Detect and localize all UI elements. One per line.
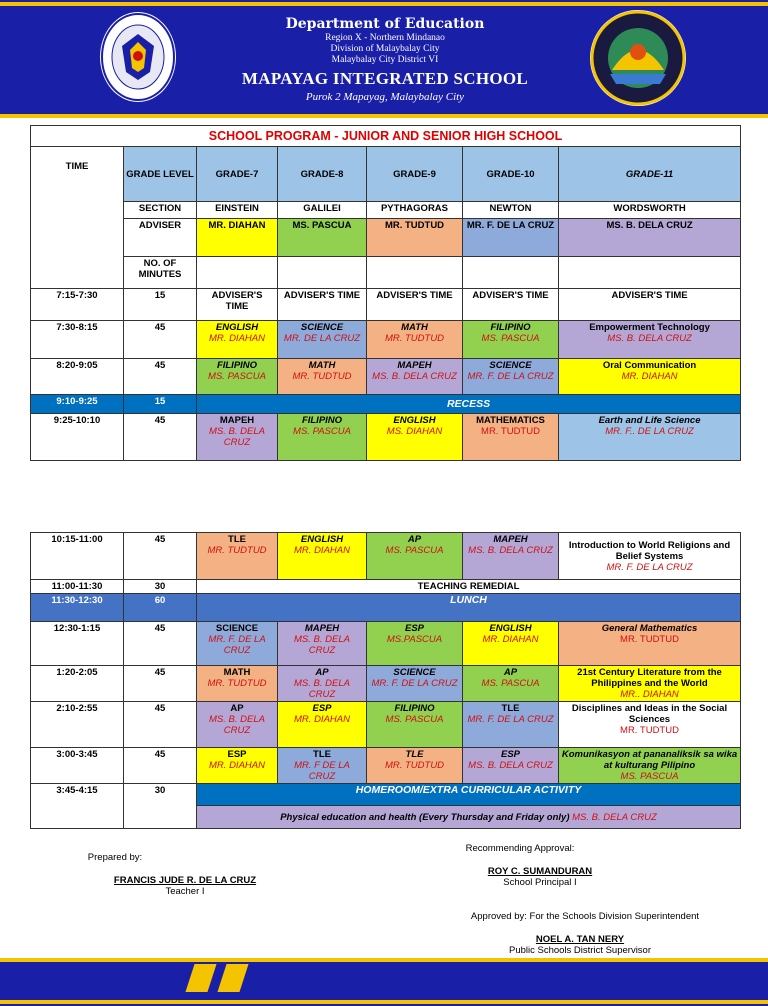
class-cell — [367, 533, 463, 580]
minutes-cell: 45 — [124, 414, 197, 461]
prepared-name: FRANCIS JUDE R. DE LA CRUZ — [113, 875, 257, 886]
recommending-signature — [460, 866, 620, 888]
table-row — [31, 748, 741, 784]
teacher: MS. PASCUA — [385, 714, 444, 725]
division: Division of Malaybalay City — [330, 44, 440, 54]
class-cell — [463, 748, 559, 784]
deped-seal-icon — [100, 12, 176, 102]
subject: 21st Century Literature from the Philippines and the World — [577, 667, 722, 689]
class-cell — [559, 321, 741, 359]
teacher: MS. DIAHAN — [386, 426, 443, 437]
subject: MATHEMATICS — [476, 415, 545, 426]
teacher: MR. DIAHAN — [294, 545, 350, 556]
time-cell: 3:45-4:15 — [31, 784, 124, 829]
class-cell — [278, 748, 367, 784]
class-cell — [367, 359, 463, 395]
subject: TLE — [405, 749, 424, 760]
teacher: MR. TUDTUD — [620, 634, 679, 645]
subject: AP — [315, 667, 329, 678]
subject: SCIENCE — [489, 360, 532, 371]
class-cell — [278, 321, 367, 359]
footer-accent-stripe — [185, 964, 216, 992]
time-cell: 7:15-7:30 — [31, 289, 124, 321]
class-cell — [463, 533, 559, 580]
recommending-name: ROY C. SUMANDURAN — [487, 866, 593, 877]
class-cell — [197, 321, 278, 359]
time-cell: 9:25-10:10 — [31, 414, 124, 461]
district: Malaybalay City District VI — [331, 55, 439, 65]
subject: TLE — [313, 749, 331, 760]
class-cell — [278, 702, 367, 748]
subject: AP — [407, 534, 422, 545]
teacher: MR. DIAHAN — [621, 371, 678, 382]
table-row — [31, 594, 741, 622]
time-cell: 10:15-11:00 — [31, 533, 124, 580]
teacher: MR. F. DE LA CRUZ — [606, 561, 693, 573]
approved-signature — [480, 934, 680, 956]
section-grade-9: PYTHAGORAS — [367, 202, 463, 219]
time-cell: 8:20-9:05 — [31, 359, 124, 395]
teacher: MS. B. DELA CRUZ — [372, 371, 457, 382]
recommending-title: School Principal I — [503, 877, 577, 888]
teacher: MR. DIAHAN — [294, 714, 350, 725]
school-name: MAPAYAG INTEGRATED SCHOOL — [241, 69, 529, 88]
teacher: MR. TUDTUD — [207, 678, 267, 689]
grade-7-header: GRADE-7 — [197, 147, 278, 202]
lunch-band: LUNCH — [197, 594, 741, 622]
minutes-cell: 15 — [124, 395, 197, 414]
footer-accent-stripe — [217, 964, 248, 992]
class-cell — [367, 702, 463, 748]
section-grade-10: NEWTON — [463, 202, 559, 219]
minutes-cell: 45 — [124, 321, 197, 359]
table-row — [31, 622, 741, 666]
subject: AP — [230, 703, 244, 714]
schedule-table-morning — [30, 125, 741, 461]
teacher: MR. F. DE LA CRUZ — [467, 714, 554, 725]
minutes-cell: 45 — [124, 622, 197, 666]
time-cell: 11:30-12:30 — [31, 594, 124, 622]
adviser-grade-8: MS. PASCUA — [278, 219, 367, 257]
class-cell — [367, 414, 463, 461]
subject-cell: ADVISER'S TIME — [463, 289, 559, 321]
recess-band: RECESS — [197, 395, 741, 414]
teacher: MS. B. DELA CRUZ — [294, 634, 350, 656]
subject: SCIENCE — [393, 667, 436, 678]
letterhead — [0, 0, 768, 118]
subject: MAPEH — [493, 534, 528, 545]
class-cell — [197, 702, 278, 748]
section-grade-8: GALILEI — [278, 202, 367, 219]
teacher: MS. PASCUA — [620, 771, 679, 782]
teacher: MS. B. DELA CRUZ — [209, 426, 265, 448]
minutes-cell: 45 — [124, 666, 197, 702]
subject: Komunikasyon at pananaliksik sa wika at kulturang Pilipino — [561, 749, 738, 771]
time-cell: 7:30-8:15 — [31, 321, 124, 359]
remedial-band: TEACHING REMEDIAL — [197, 580, 741, 594]
grade-level-header: GRADE LEVEL — [124, 147, 197, 202]
teacher: MS. PASCUA — [481, 333, 540, 344]
minutes-cell: 30 — [124, 580, 197, 594]
minutes-cell: 45 — [124, 533, 197, 580]
teacher: MS. PASCUA — [293, 426, 351, 437]
teacher: MS. B. DELA CRUZ — [607, 333, 692, 344]
subject: MAPEH — [219, 415, 255, 426]
gold-stripe-bottom — [0, 114, 768, 118]
class-cell — [197, 533, 278, 580]
time-cell: 12:30-1:15 — [31, 622, 124, 666]
teacher: MS. PASCUA — [385, 545, 444, 556]
table-row — [31, 533, 741, 580]
teacher: MR. TUDTUD — [384, 760, 445, 771]
teacher: MS. B. DELA CRUZ — [294, 678, 350, 700]
teacher: MS. PASCUA — [208, 371, 266, 382]
table-row — [31, 289, 741, 321]
subject: ESP — [312, 703, 332, 714]
class-cell — [367, 748, 463, 784]
class-cell — [278, 666, 367, 702]
section-label: SECTION — [124, 202, 197, 219]
table-row — [31, 784, 741, 806]
subject: Disciplines and Ideas in the Social Sciences — [571, 703, 728, 725]
class-cell — [559, 748, 741, 784]
subject: ESP — [404, 623, 424, 634]
adviser-label: ADVISER — [124, 219, 197, 257]
subject: SCIENCE — [300, 322, 344, 333]
class-cell — [278, 414, 367, 461]
subject-cell: ADVISER'S TIME — [197, 289, 278, 321]
class-cell — [463, 666, 559, 702]
gold-stripe-top — [0, 2, 768, 6]
time-cell: 2:10-2:55 — [31, 702, 124, 748]
subject: FILIPINO — [394, 703, 435, 714]
minutes-cell: 45 — [124, 359, 197, 395]
table-row — [31, 702, 741, 748]
time-cell: 11:00-11:30 — [31, 580, 124, 594]
adviser-grade-7: MR. DIAHAN — [197, 219, 278, 257]
subject-cell: ADVISER'S TIME — [367, 289, 463, 321]
school-seal-icon — [590, 10, 686, 106]
subject: General Mathematics — [601, 623, 698, 634]
minutes-cell: 45 — [124, 702, 197, 748]
grade-11-header: GRADE-11 — [559, 147, 741, 202]
schedule-title: SCHOOL PROGRAM - JUNIOR AND SENIOR HIGH SCHOOL — [31, 126, 741, 147]
grade-10-header: GRADE-10 — [463, 147, 559, 202]
subject: MAPEH — [304, 623, 340, 634]
teacher: MR. TUDTUD — [292, 371, 352, 382]
class-cell — [367, 321, 463, 359]
class-cell — [559, 702, 741, 748]
empty-cell — [197, 257, 278, 289]
prepared-signature — [80, 875, 290, 897]
table-row — [31, 359, 741, 395]
class-cell — [463, 414, 559, 461]
class-cell — [463, 359, 559, 395]
approved-label: Approved by: For the Schools Division Superintendent — [470, 911, 700, 922]
gold-stripe-top — [0, 958, 768, 962]
teacher: MR. TUDTUD — [384, 333, 445, 344]
approved-name: NOEL A. TAN NERY — [535, 934, 625, 945]
class-cell — [559, 359, 741, 395]
subject: SCIENCE — [215, 623, 259, 634]
subject: AP — [503, 667, 518, 678]
teacher: MS. B. DELA CRUZ — [468, 545, 553, 556]
teacher: MR. DIAHAN — [209, 333, 265, 344]
teacher: MR. DIAHAN — [482, 634, 539, 645]
class-cell — [463, 622, 559, 666]
prepared-label: Prepared by: — [87, 852, 143, 863]
subject: MATH — [223, 667, 251, 678]
class-cell — [197, 666, 278, 702]
class-cell — [197, 622, 278, 666]
pe-health-band — [197, 806, 741, 829]
school-address: Purok 2 Mapayag, Malaybalay City — [305, 91, 465, 103]
subject: FILIPINO — [490, 322, 531, 333]
teacher: MR. F. DE LA CRUZ — [371, 678, 458, 689]
class-cell — [559, 666, 741, 702]
adviser-grade-11: MS. B. DELA CRUZ — [559, 219, 741, 257]
teacher: MR. F.. DE LA CRUZ — [605, 426, 694, 437]
teacher: MR.. DIAHAN — [620, 689, 679, 700]
table-row — [31, 414, 741, 461]
time-cell: 9:10-9:25 — [31, 395, 124, 414]
gold-stripe-bottom — [0, 1000, 768, 1004]
subject: TLE — [501, 703, 520, 714]
subject: Introduction to World Religions and Belief Systems — [568, 539, 731, 562]
subject: Earth and Life Science — [598, 415, 701, 426]
subject: ENGLISH — [300, 534, 344, 545]
subject: ENGLISH — [393, 415, 436, 426]
teacher: MR. F. DE LA CRUZ — [208, 634, 266, 656]
subject: FILIPINO — [301, 415, 343, 426]
school-seal — [590, 10, 686, 106]
class-cell — [463, 321, 559, 359]
empty-cell — [559, 257, 741, 289]
subject: Empowerment Technology — [589, 322, 710, 333]
table-row — [31, 580, 741, 594]
subject: FILIPINO — [216, 360, 258, 371]
subject: ESP — [227, 749, 247, 760]
section-grade-7: EINSTEIN — [197, 202, 278, 219]
department-name: Department of Education — [285, 16, 485, 32]
header-text — [200, 16, 570, 104]
prepared-title: Teacher I — [165, 886, 205, 897]
empty-cell — [278, 257, 367, 289]
section-grade-11: WORDSWORTH — [559, 202, 741, 219]
minutes-cell: 30 — [124, 784, 197, 829]
recommending-label: Recommending Approval: — [465, 843, 575, 854]
minutes-cell: 60 — [124, 594, 197, 622]
subject-cell: ADVISER'S TIME — [559, 289, 741, 321]
region: Region X - Northern Mindanao — [325, 33, 445, 43]
class-cell — [278, 533, 367, 580]
teacher: MS.PASCUA — [386, 634, 443, 645]
pe-text: Physical education and health (Every Thursday and Friday only) — [280, 811, 570, 823]
teacher: MR. F. DE LA CRUZ — [467, 371, 554, 382]
class-cell — [559, 533, 741, 580]
empty-cell — [463, 257, 559, 289]
teacher: MR. DE LA CRUZ — [283, 333, 361, 344]
adviser-grade-10: MR. F. DE LA CRUZ — [463, 219, 559, 257]
teacher: MR. TUDTUD — [620, 725, 679, 736]
teacher: MR. DIAHAN — [209, 760, 265, 771]
teacher: MR. TUDTUD — [481, 426, 540, 437]
schedule-table-afternoon — [30, 532, 741, 829]
subject: ENGLISH — [215, 322, 259, 333]
subject: MATH — [308, 360, 336, 371]
class-cell — [559, 622, 741, 666]
subject: MAPEH — [397, 360, 432, 371]
class-cell — [559, 414, 741, 461]
teacher: MS. B. DELA CRUZ — [468, 760, 553, 771]
class-cell — [367, 666, 463, 702]
class-cell — [367, 622, 463, 666]
class-cell — [278, 622, 367, 666]
minutes-cell: 15 — [124, 289, 197, 321]
subject: MATH — [401, 322, 428, 333]
deped-seal — [100, 12, 176, 102]
time-cell: 3:00-3:45 — [31, 748, 124, 784]
table-row — [31, 666, 741, 702]
approved-title: Public Schools District Supervisor — [508, 945, 652, 956]
class-cell — [197, 414, 278, 461]
minutes-cell: 45 — [124, 748, 197, 784]
minutes-label: NO. OF MINUTES — [124, 257, 197, 289]
subject-cell: ADVISER'S TIME — [278, 289, 367, 321]
homeroom-band: HOMEROOM/EXTRA CURRICULAR ACTIVITY — [197, 784, 741, 806]
teacher: MR. TUDTUD — [207, 545, 267, 556]
grade-8-header: GRADE-8 — [278, 147, 367, 202]
teacher: MS. PASCUA — [481, 678, 540, 689]
class-cell — [278, 359, 367, 395]
pe-teacher: MS. B. DELA CRUZ — [572, 811, 657, 823]
subject: ENGLISH — [489, 623, 532, 634]
grade-9-header: GRADE-9 — [367, 147, 463, 202]
adviser-grade-9: MR. TUDTUD — [367, 219, 463, 257]
subject: Oral Communication — [602, 360, 697, 371]
table-row — [31, 321, 741, 359]
footer-band — [0, 958, 768, 1006]
class-cell — [197, 359, 278, 395]
teacher: MR. F DE LA CRUZ — [294, 760, 350, 782]
class-cell — [197, 748, 278, 784]
time-header: TIME — [31, 147, 124, 289]
time-cell: 1:20-2:05 — [31, 666, 124, 702]
teacher: MS. B. DELA CRUZ — [209, 714, 265, 736]
subject: ESP — [500, 749, 520, 760]
class-cell — [463, 702, 559, 748]
table-row — [31, 395, 741, 414]
subject: TLE — [228, 534, 246, 545]
empty-cell — [367, 257, 463, 289]
